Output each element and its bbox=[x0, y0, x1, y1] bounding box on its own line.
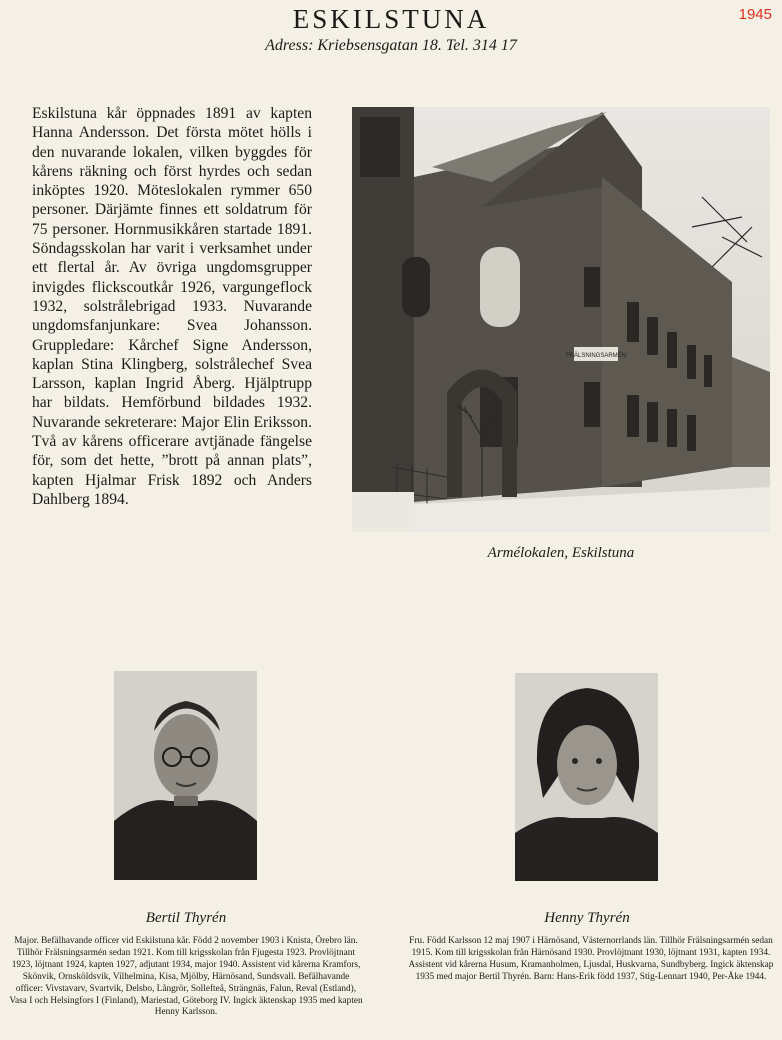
officer-name-henny: Henny Thyrén bbox=[544, 910, 630, 926]
page-address: Adress: Kriebsensgatan 18. Tel. 314 17 bbox=[265, 37, 517, 54]
officer-bio-henny: Fru. Född Karlsson 12 maj 1907 i Härnösand, Västernorrlands län. Tillhör Frälsningsarmén sedan 1915. Kom till krigsskolan från Härnösand 1930. Provlöjtnant 1930, löjtnant 1931, kapten 1934. Assistent vid kårerna Husum, Kramanholmen, Ljusdal, Huskvarna, Sundbyberg. Ingick äktenskap 1935 med major Bertil Thyrén. Barn: Hans-Erik född 1937, Stig-Lennart 1940, Per-Åke 1944. bbox=[408, 936, 774, 982]
year-tag: 1945 bbox=[738, 6, 772, 23]
building-sign: FRÄLSNINGSARMÉN bbox=[565, 353, 627, 359]
portrait-henny bbox=[515, 673, 658, 881]
body-text: Eskilstuna kår öppnades 1891 av kapten Hanna Andersson. Det första mötet hölls i den nuvarande lokalen, vilken byggdes för kårens räkning och först hyrdes och sedan inköptes 1920. Möteslokalen rymmer 650 personer. Därjämte finnes ett soldatrum för 75 personer. Hornmusikkåren startade 1891. Söndagsskolan har varit i verksamhet under ett flertal år. Av övriga ungdomsgrupper invigdes flickscoutkår 1926, vargungeflock 1932, solstrålebrigad 1933. Nuvarande ungdomsfanjunkare: Svea Johansson. Gruppledare: Kårchef Signe Andersson, kaplan Stina Klingberg, solstrålechef Svea Larsson, kaplan Ingrid Åberg. Hjälptrupp har bildats. Hemförbund bildades 1932. Nuvarande sekreterare: Major Elin Eriksson. Två av kårens officerare avtjänade fängelse för, som det hette, ”brott på annan plats”, kapten Hjalmar Frisk 1892 och Anders Dahlberg 1894. bbox=[32, 105, 312, 508]
officer-name-bertil: Bertil Thyrén bbox=[145, 910, 227, 926]
photo-caption: Armélokalen, Eskilstuna bbox=[487, 545, 635, 561]
officer-bio-bertil: Major. Befälhavande officer vid Eskilstuna kår. Född 2 november 1903 i Knista, Örebro län. Tillhör Frälsningsarmén sedan 1921. Kom till krigsskolan från Fjugesta 1923. Provlöjtnant 1923, löjtnant 1924, kapten 1927, adjutant 1934, major 1940. Assistent vid kårerna Kramfors, Skönvik, Ornsköldsvik, Vilhelmina, Kisa, Mjölby, Härnösand, Sundsvall. Befälhavande officer: Vivstavarv, Svartvik, Delsbo, Långrör, Sollefteå, Strängnäs, Falun, Reval (Estland), Vasa I och Helsingfors I (Finland), Mariestad, Göteborg IV. Ingick äktenskap 1935 med kapten Henny Karlsson. bbox=[9, 936, 363, 1018]
building-photo bbox=[352, 107, 770, 532]
page-title: ESKILSTUNA bbox=[292, 4, 490, 34]
portrait-bertil bbox=[114, 671, 257, 880]
building-illustration bbox=[352, 107, 770, 532]
